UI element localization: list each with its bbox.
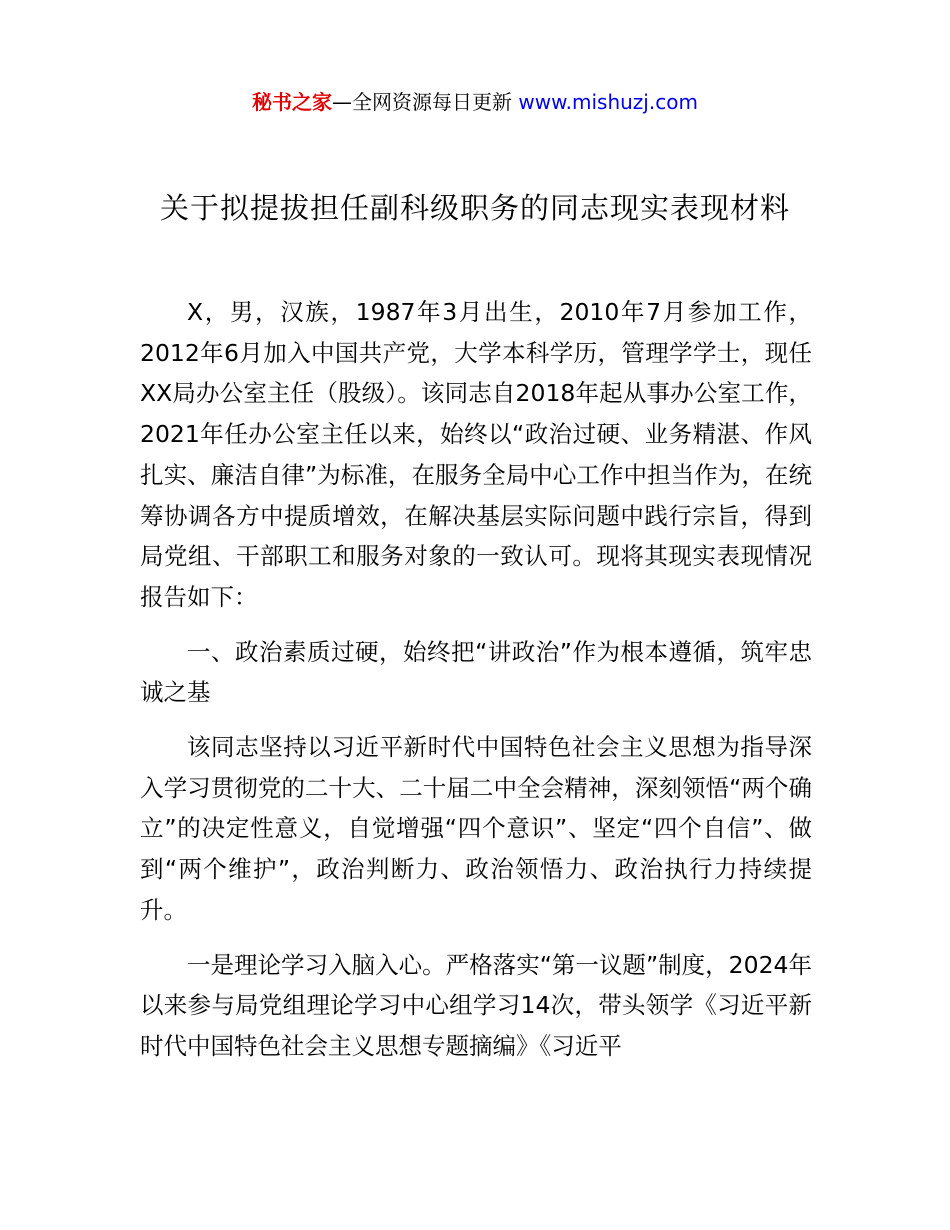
site-tagline: —全网资源每日更新 [332,90,513,114]
site-header [0,86,950,118]
paragraph-intro: X，男，汉族，1987年3月出生，2010年7月参加工作，2012年6月加入中国共产党，大学本科学历，管理学学士，现任XX局办公室主任（股级）。该同志自2018年起从事办公室工作，2021年任办公室主任以来，始终以“政治过硬、业务精湛、作风扎实、廉洁自律”为标准，在服务全局中心工作中担当作为，在统筹协调各方中提质增效，在解决基层实际问题中践行宗旨，得到局党组、干部职工和服务对象的一致认可。现将其现实表现情况报告如下： [140,298,812,611]
section-heading-1: 一、政治素质过硬，始终把“讲政治”作为根本遵循，筑牢忠诚之基 [140,637,812,707]
document-body [140,292,812,1067]
document-title: 关于拟提拔担任副科级职务的同志现实表现材料 [159,191,790,225]
paragraph-political: 该同志坚持以习近平新时代中国特色社会主义思想为指导深入学习贯彻党的二十大、二十届二中全会精神，深刻领悟“两个确立”的决定性意义，自觉增强“四个意识”、坚定“四个自信”、做到“两个维护”，政治判断力、政治领悟力、政治执行力持续提升。 [140,733,812,924]
site-url-link[interactable]: www.mishuzj.com [518,90,698,114]
brand-name: 秘书之家 [252,90,333,114]
paragraph-theory-study: 一是理论学习入脑入心。严格落实“第一议题”制度，2024年以来参与局党组理论学习中心组学习14次，带头领学《习近平新时代中国特色社会主义思想专题摘编》《习近平 [140,950,812,1060]
